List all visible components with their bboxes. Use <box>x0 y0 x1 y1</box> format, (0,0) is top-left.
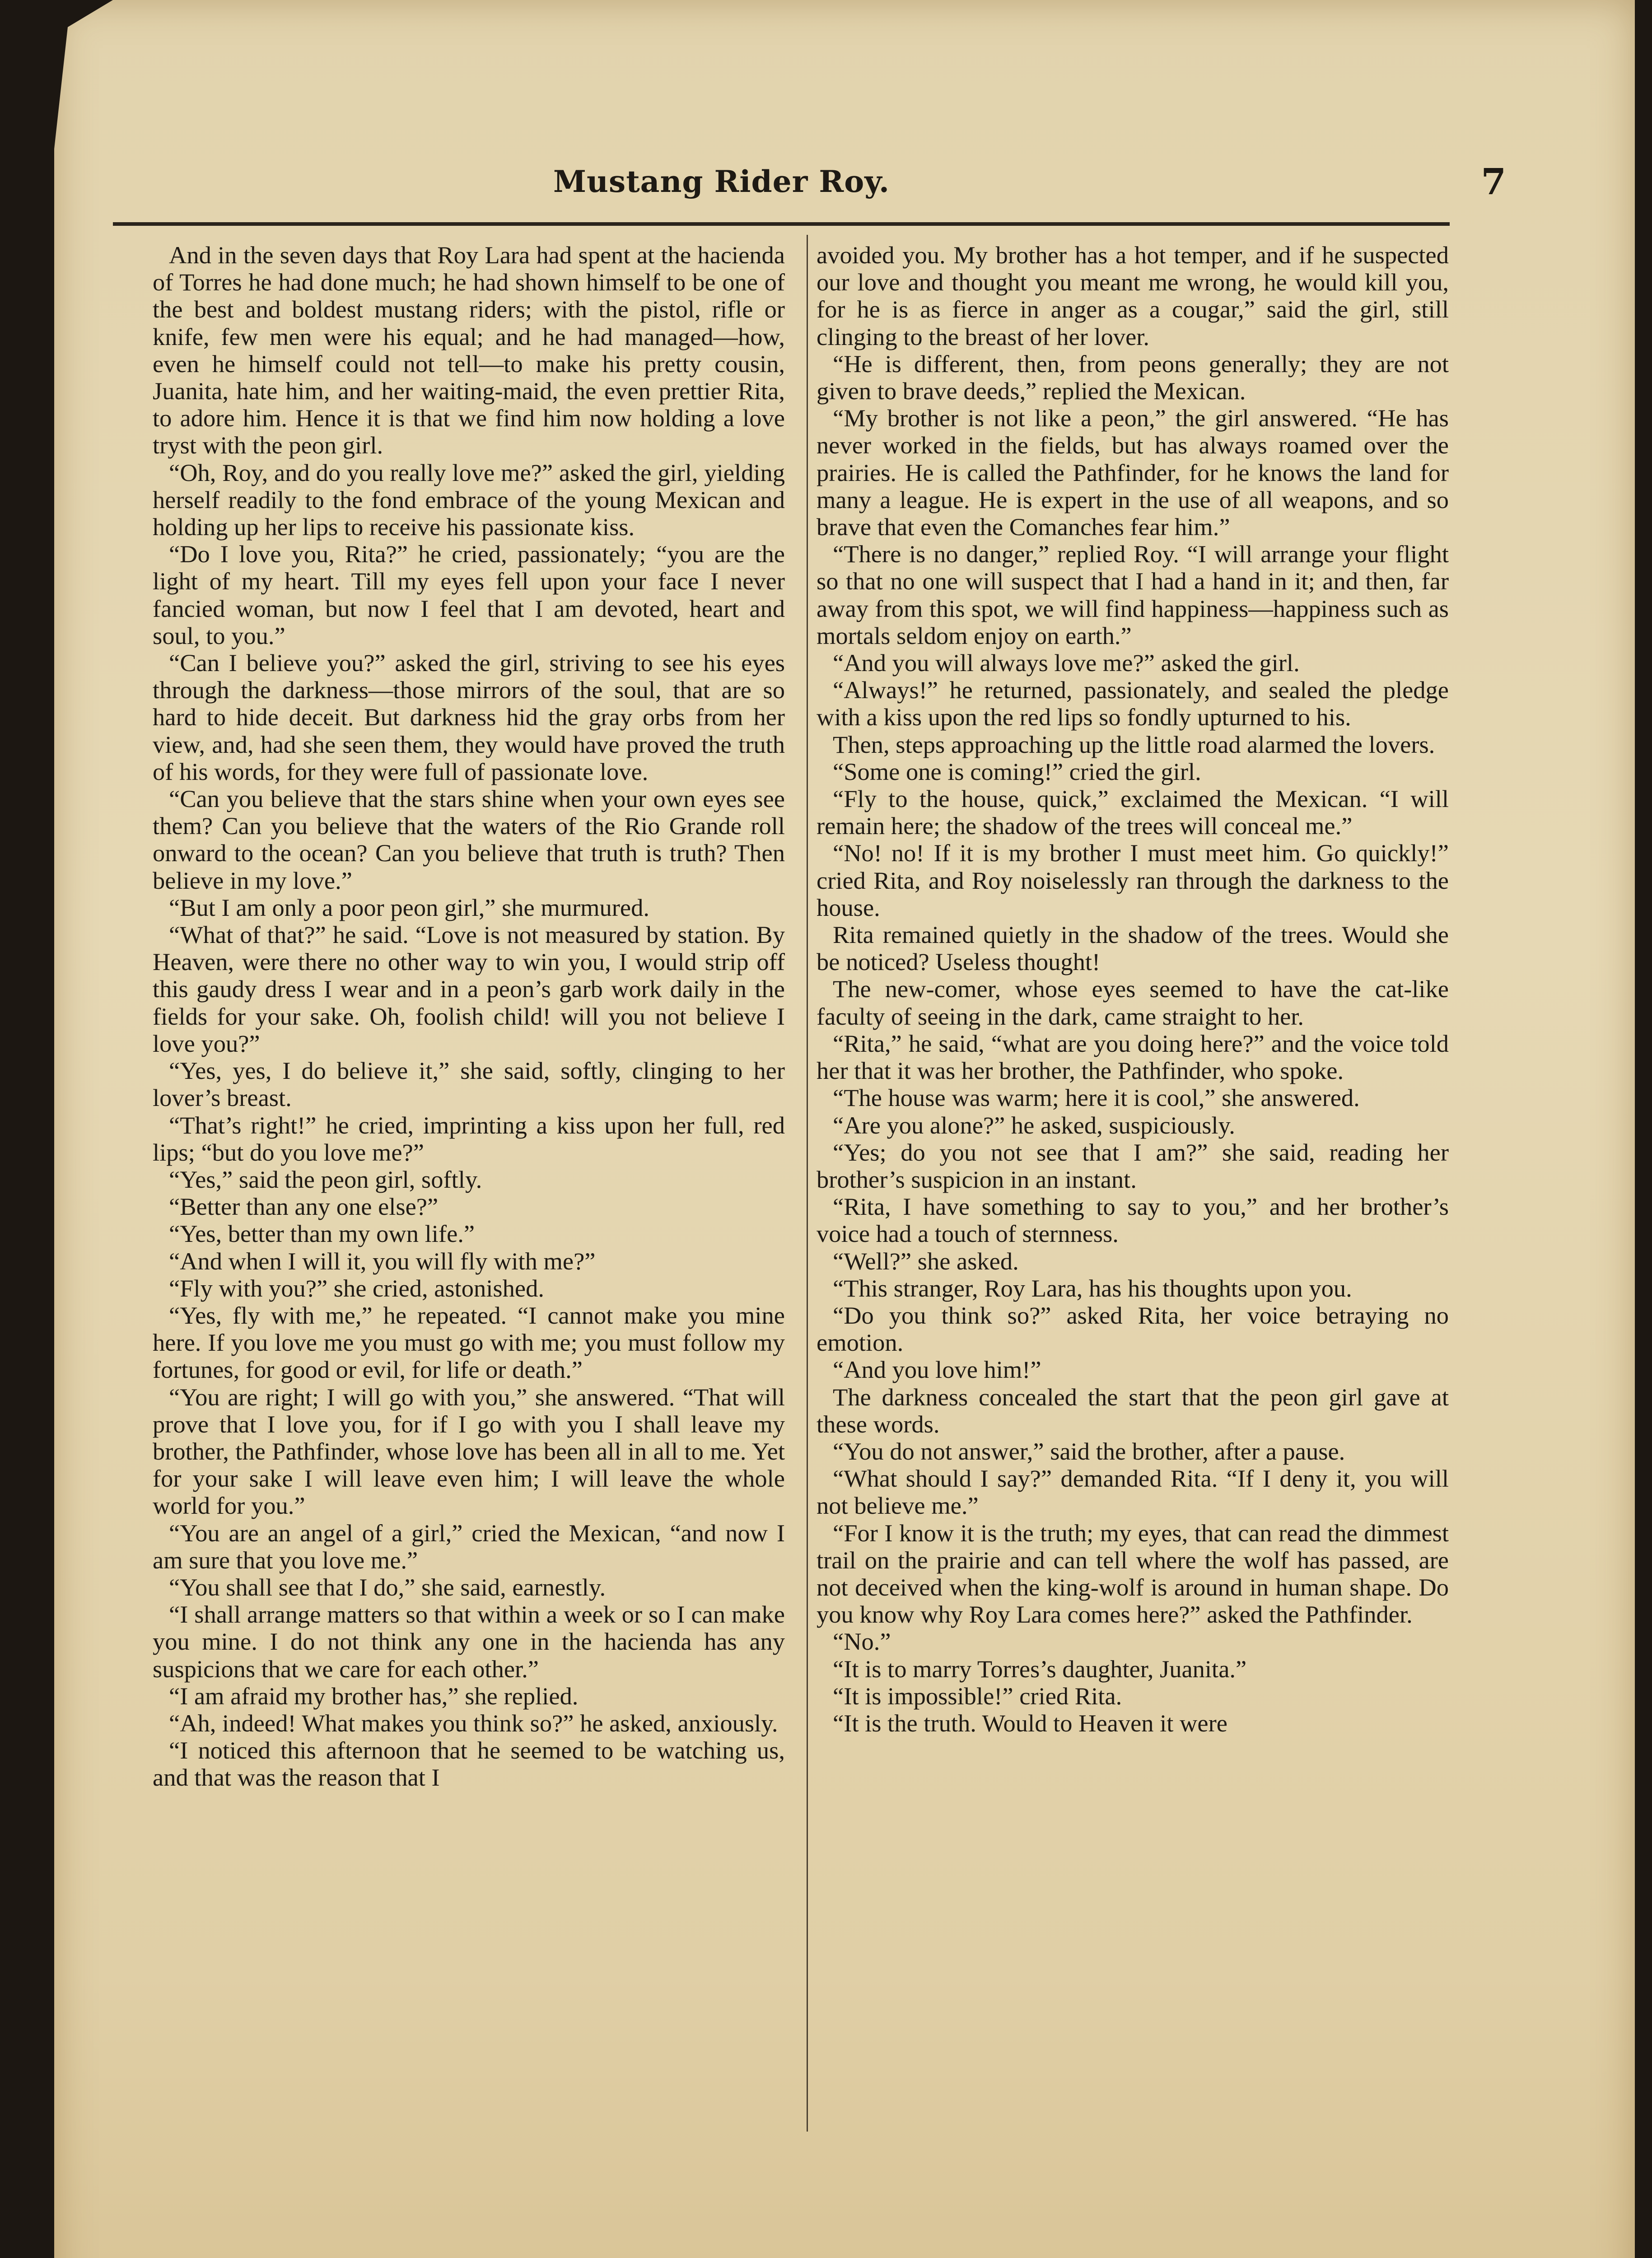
paragraph: “Can you believe that the stars shine when your own eyes see them? Can you believe that the waters of the Rio Grande roll onward to the ocean? Can you believe that truth is truth? Then believe in my love.” <box>153 785 785 894</box>
paragraph: “I noticed this afternoon that he seemed to be watching us, and that was the reason that I <box>153 1736 785 1791</box>
paragraph: “Yes; do you not see that I am?” she said, reading her brother’s suspicion in an instant. <box>817 1138 1449 1193</box>
paragraph: “Always!” he returned, passionately, and sealed the pledge with a kiss upon the red lips so fondly upturned to his. <box>817 676 1449 731</box>
paragraph: avoided you. My brother has a hot temper, and if he suspected our love and thought you meant me wrong, he would kill you, for he is as fierce in anger as a cougar,” said the girl, still clinging to the breast of her lover. <box>817 241 1449 350</box>
paragraph: “And when I will it, you will fly with me?” <box>169 1247 596 1275</box>
paragraph: “Fly to the house, quick,” exclaimed the Mexican. “I will remain here; the shadow of the trees will conceal me.” <box>817 785 1449 840</box>
paragraph: “For I know it is the truth; my eyes, that can read the dimmest trail on the prairie and can tell where the wolf has passed, are not deceived when the king-wolf is around in human shape. Do you know why Roy Lara comes here?” asked the Pathfinder. <box>817 1519 1449 1628</box>
paragraph: “Yes, yes, I do believe it,” she said, softly, clinging to her lover’s breast. <box>153 1057 785 1112</box>
paragraph: “Rita, I have something to say to you,” and her brother’s voice had a touch of sternness. <box>817 1193 1449 1248</box>
paragraph: “Do I love you, Rita?” he cried, passionately; “you are the light of my heart. Till my eyes fell upon your face I never fancied woman, but now I feel that I am devoted, heart and soul, to you.” <box>153 540 785 649</box>
paragraph: “There is no danger,” replied Roy. “I will arrange your flight so that no one will suspect that I had a hand in it; and then, far away from this spot, we will find happiness—happiness such as mortals seldom enjoy on earth.” <box>817 540 1449 649</box>
paragraph: “No.” <box>833 1628 891 1656</box>
header-rule <box>113 222 1450 226</box>
paragraph: “Rita,” he said, “what are you doing here?” and the voice told her that it was her brother, the Pathfinder, who spoke. <box>817 1029 1449 1085</box>
paragraph: “You shall see that I do,” she said, earnestly. <box>169 1573 606 1601</box>
paragraph: “Can I believe you?” asked the girl, striving to see his eyes through the darkness—those mirrors of the soul, that are so hard to hide deceit. But darkness hid the gray orbs from her view, and, had she seen them, they would have proved the truth of his words, for they were full of passionate love. <box>153 649 785 785</box>
paragraph: “My brother is not like a peon,” the girl answered. “He has never worked in the fields, but has always roamed over the prairies. He is called the Pathfinder, for he knows the land for many a league. He is expert in the use of all weapons, and so brave that even the Comanches fear him.” <box>817 404 1449 541</box>
paragraph: “Oh, Roy, and do you really love me?” asked the girl, yielding herself readily to the fond embrace of the young Mexican and holding up her lips to receive his passionate kiss. <box>153 458 785 541</box>
paragraph: “What should I say?” demanded Rita. “If I deny it, you will not believe me.” <box>817 1465 1449 1520</box>
paragraph: “You do not answer,” said the brother, after a pause. <box>833 1437 1345 1465</box>
paragraph: “But I am only a poor peon girl,” she murmured. <box>169 893 650 921</box>
running-title: Mustang Rider Roy. <box>553 164 890 199</box>
paragraph: “Yes, fly with me,” he repeated. “I cannot make you mine here. If you love me you must go with me; you must follow my fortunes, for good or evil, for life or death.” <box>153 1301 785 1384</box>
paragraph: And in the seven days that Roy Lara had spent at the hacienda of Torres he had done much; he had shown himself to be one of the best and boldest mustang riders; with the pistol, rifle or knife, few men were his equal; and he had managed—how, even he himself could not tell—to make his pretty cousin, Juanita, hate him, and her waiting-maid, the even prettier Rita, to adore him. Hence it is that we find him now holding a love tryst with the peon girl. <box>153 241 785 459</box>
paragraph: “It is the truth. Would to Heaven it were <box>833 1709 1227 1737</box>
paragraph: Then, steps approaching up the little road alarmed the lovers. <box>833 730 1435 758</box>
paragraph: “You are right; I will go with you,” she answered. “That will prove that I love you, for if I go with you I shall leave my brother, the Pathfinder, whose love has been all in all to me. Yet for your sake I will leave even him; I will leave the whole world for you.” <box>153 1383 785 1520</box>
paragraph: “It is impossible!” cried Rita. <box>833 1682 1122 1710</box>
page-header <box>553 156 1506 205</box>
paragraph: “It is to marry Torres’s daughter, Juanita.” <box>833 1655 1247 1683</box>
paragraph: “Are you alone?” he asked, suspiciously. <box>833 1111 1235 1139</box>
paragraph: The new-comer, whose eyes seemed to have the cat-like faculty of seeing in the dark, came straight to her. <box>817 975 1449 1030</box>
paragraph: “And you love him!” <box>833 1356 1041 1384</box>
paragraph: “This stranger, Roy Lara, has his thoughts upon you. <box>833 1274 1352 1302</box>
paragraph: “Well?” she asked. <box>833 1247 1019 1275</box>
paragraph: “He is different, then, from peons generally; they are not given to brave deeds,” replied the Mexican. <box>817 350 1449 405</box>
paragraph: “You are an angel of a girl,” cried the Mexican, “and now I am sure that you love me.” <box>153 1519 785 1574</box>
paragraph: Rita remained quietly in the shadow of the trees. Would she be noticed? Useless thought! <box>817 921 1449 976</box>
paragraph: “I am afraid my brother has,” she replied. <box>169 1682 579 1710</box>
page-number: 7 <box>1481 160 1506 203</box>
paragraph: “Do you think so?” asked Rita, her voice betraying no emotion. <box>817 1301 1449 1357</box>
paragraph: “Better than any one else?” <box>169 1193 439 1221</box>
paragraph: “Fly with you?” she cried, astonished. <box>169 1274 544 1302</box>
text-column-left <box>153 242 785 1791</box>
paragraph: “No! no! If it is my brother I must meet him. Go quickly!” cried Rita, and Roy noiselessly ran through the darkness to the house. <box>817 839 1449 921</box>
paragraph: “And you will always love me?” asked the girl. <box>833 649 1300 677</box>
paragraph: “The house was warm; here it is cool,” she answered. <box>833 1084 1360 1112</box>
paragraph: “Yes,” said the peon girl, softly. <box>169 1165 482 1193</box>
paragraph: “Some one is coming!” cried the girl. <box>833 757 1201 785</box>
paragraph: The darkness concealed the start that the peon girl gave at these words. <box>817 1383 1449 1438</box>
text-column-right <box>817 242 1449 1737</box>
paragraph: “What of that?” he said. “Love is not measured by station. By Heaven, were there no other way to win you, I would strip off this gaudy dress I wear and in a peon’s garb work daily in the fields for your sake. Oh, foolish child! will you not believe I love you?” <box>153 921 785 1057</box>
paragraph: “Ah, indeed! What makes you think so?” he asked, anxiously. <box>169 1709 778 1737</box>
paragraph: “I shall arrange matters so that within a week or so I can make you mine. I do not think any one in the hacienda has any suspicions that we care for each other.” <box>153 1600 785 1683</box>
column-divider <box>807 235 808 2132</box>
paragraph: “That’s right!” he cried, imprinting a kiss upon her full, red lips; “but do you love me?” <box>153 1111 785 1166</box>
paragraph: “Yes, better than my own life.” <box>169 1220 475 1248</box>
